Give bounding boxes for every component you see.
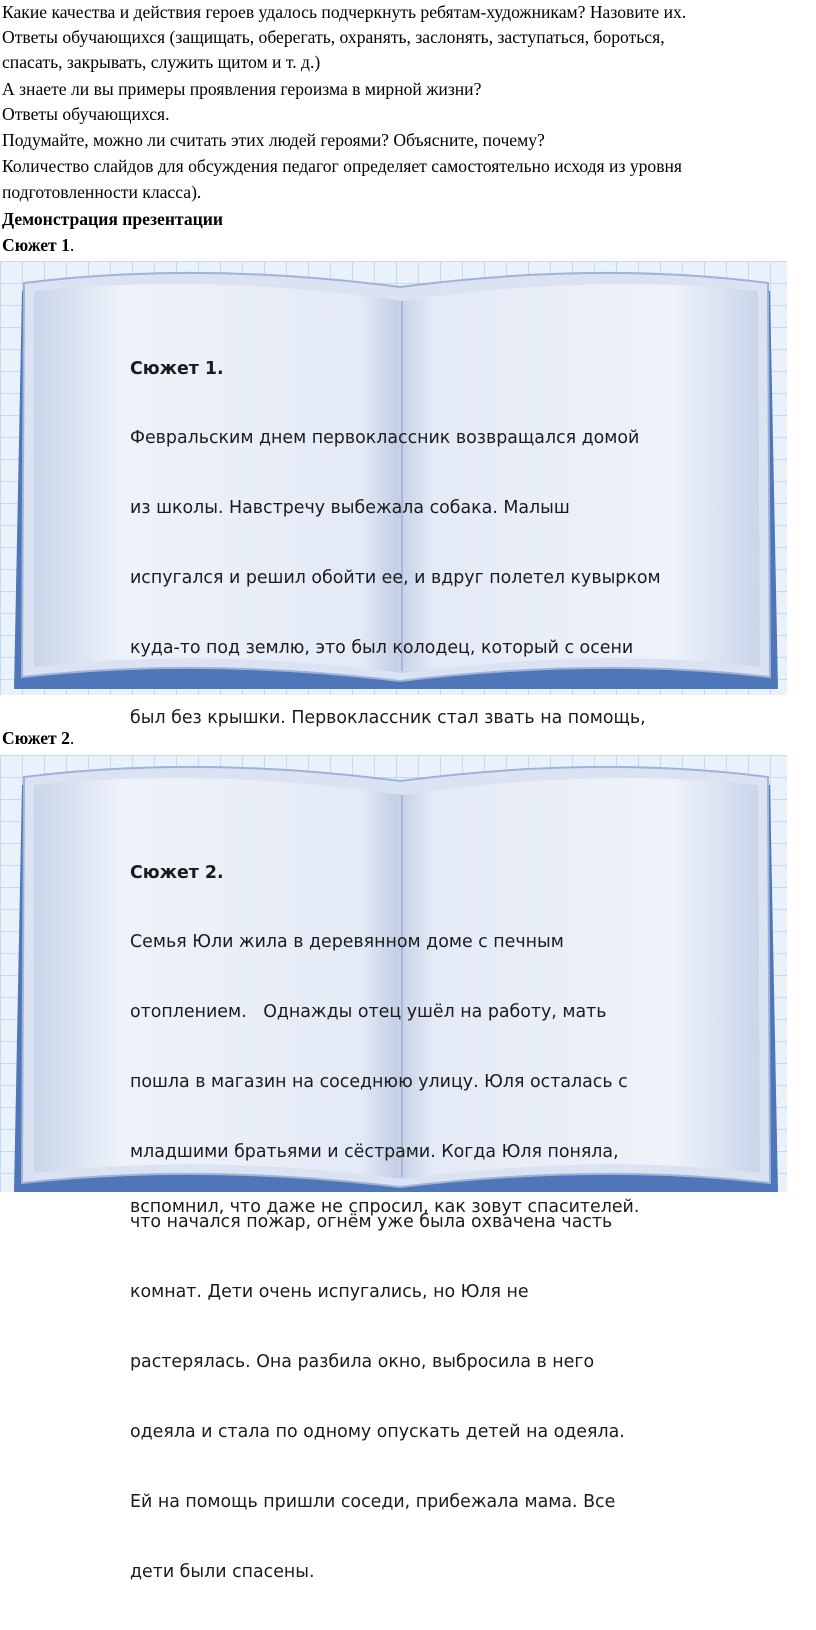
slide-2-line: что начался пожар, огнём уже была охвачена часть [130,1212,613,1233]
slide-1-line: вспомнил, что даже не спросил, как зовут спасителей. [130,1197,640,1218]
slide-1-line: Февральским днем первоклассник возвращался домой [130,428,640,449]
slide-2-line: растерялась. Она разбила окно, выбросила в него [130,1351,595,1372]
plot1-caption [2,233,812,258]
slide-2-line: дети были спасены. [130,1561,315,1582]
slide-2-line: Ей на помощь пришли соседи, прибежала мама. Все [130,1491,616,1512]
slide-2-line: комнат. Дети очень испугались, но Юля не [130,1281,529,1302]
intro-line-4: А знаете ли вы примеры проявления героизма в мирной жизни? [2,79,482,99]
section-heading: Демонстрация презентации [2,209,224,229]
plot2-caption-suffix: . [69,728,75,748]
plot2-caption [2,726,812,751]
intro-line-7: Количество слайдов для обсуждения педагог определяет самостоятельно исходя из уровня [2,156,683,176]
intro-line-1: Какие качества и действия героев удалось подчеркнуть ребятам-художникам? Назовите их. [2,2,687,22]
slide-2-line: отоплением. Однажды отец ушёл на работу, мать [130,1002,607,1023]
slide-2-line: пошла в магазин на соседнюю улицу. Юля осталась с [130,1072,628,1093]
slide-1-line: был без крышки. Первоклассник стал звать на помощь, [130,708,646,729]
slide-2-line: Семья Юли жила в деревянном доме с печным [130,932,564,953]
slide-1-title: Сюжет 1. [130,358,224,379]
intro-line-2: Ответы обучающихся (защищать, оберегать, охранять, заслонять, заступаться, бороться, [2,27,665,47]
slide-1-line: куда-то под землю, это был колодец, который с осени [130,638,634,659]
intro-line-5: Ответы обучающихся. [2,104,170,124]
slide-1-line: испугался и решил обойти ее, и вдруг полетел кувырком [130,568,661,589]
plot2-caption-label: Сюжет 2 [2,728,70,748]
intro-line-3: спасать, закрывать, служить щитом и т. д.) [2,52,321,72]
slide-2-line: одеяла и стала по одному опускать детей на одеяла. [130,1421,625,1442]
slide-2-text [130,815,628,1630]
intro-line-6: Подумайте, можно ли считать этих людей героями? Объясните, почему? [2,130,545,150]
plot1-caption-label: Сюжет 1 [2,235,70,255]
slide-2-line: младшими братьями и сёстрами. Когда Юля поняла, [130,1142,619,1163]
slide-2-title: Сюжет 2. [130,862,224,883]
intro-line-8: подготовленности класса). [2,182,202,202]
slide-1-line: из школы. Навстречу выбежала собака. Малыш [130,498,570,519]
plot1-caption-suffix: . [69,235,75,255]
